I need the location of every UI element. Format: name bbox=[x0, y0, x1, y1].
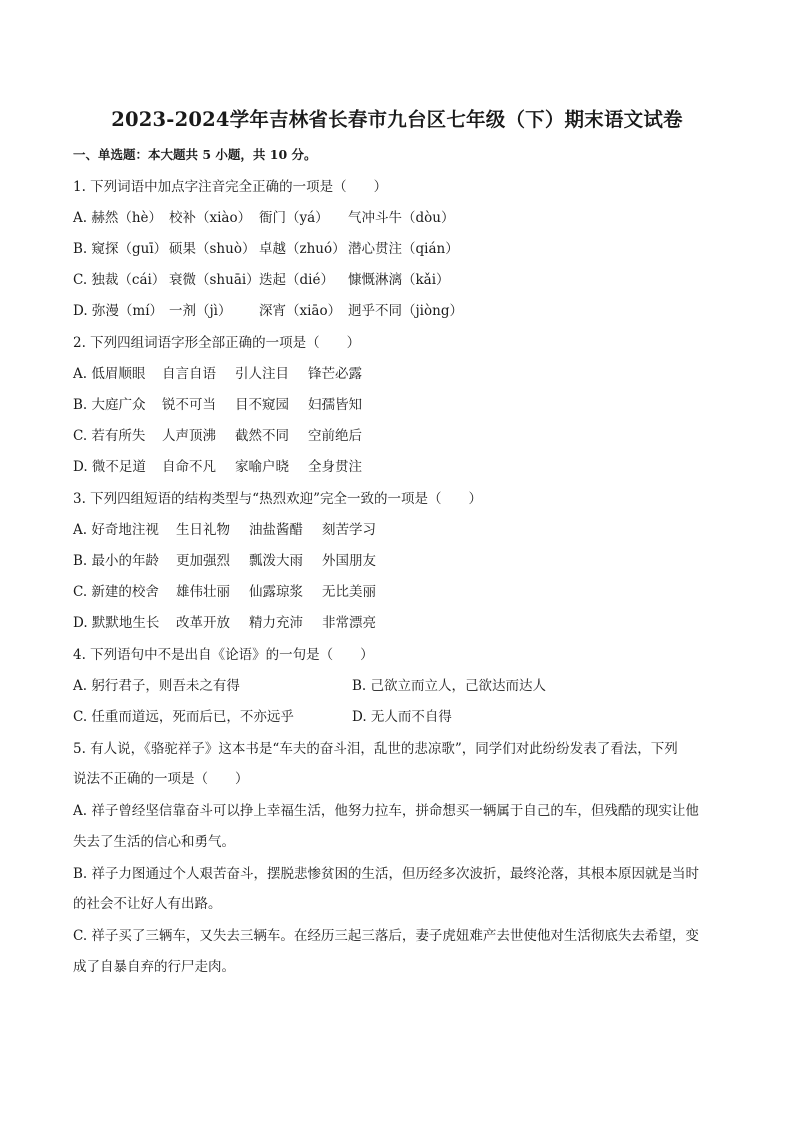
q4-option-d: D. 无人而不自得 bbox=[352, 709, 452, 725]
q3-option-c bbox=[73, 580, 376, 600]
q2-a-3: 引人注目 bbox=[235, 366, 289, 382]
q3-c-1: C. 新建的校舍 bbox=[73, 584, 159, 600]
q2-c-3: 截然不同 bbox=[235, 428, 289, 444]
q3-a-3: 油盐酱醋 bbox=[249, 522, 303, 538]
q3-option-a bbox=[73, 518, 376, 538]
q3-option-b bbox=[73, 549, 376, 569]
q2-b-2: 锐不可当 bbox=[162, 397, 216, 413]
q2-d-1: D. 微不足道 bbox=[73, 459, 146, 475]
q2-b-3: 目不窥园 bbox=[235, 397, 289, 413]
q4-option-c: C. 任重而道远，死而后已，不亦远乎 bbox=[73, 709, 294, 725]
q2-c-4: 空前绝后 bbox=[308, 428, 362, 444]
q2-b-4: 妇孺皆知 bbox=[308, 397, 362, 413]
q1-option-c bbox=[73, 268, 450, 288]
q2-d-2: 自命不凡 bbox=[162, 459, 216, 475]
q5-option-c-line1: C. 祥子买了三辆车，又失去三辆车。在经历三起三落后，妻子虎妞难产去世使他对生活彻底失去希望，变 bbox=[73, 928, 699, 944]
q4-stem: 4. 下列语句中不是出自《论语》的一句是（ ） bbox=[73, 647, 374, 663]
q1-b-4: 潜心贯注（qián） bbox=[348, 241, 459, 257]
q5-option-a-line1: A. 祥子曾经坚信靠奋斗可以挣上幸福生活，他努力拉车，拼命想买一辆属于自己的车，但残酷的现实让他 bbox=[73, 803, 699, 819]
q2-a-1: A. 低眉顺眼 bbox=[73, 366, 146, 382]
section-heading: 一、单选题：本大题共 5 小题，共 10 分。 bbox=[73, 147, 317, 162]
q1-option-a bbox=[73, 206, 454, 226]
q2-d-4: 全身贯注 bbox=[308, 459, 362, 475]
q5-stem-line1: 5. 有人说，《骆驼祥子》这本书是“车夫的奋斗泪，乱世的悲凉歌”，同学们对此纷纷发表了看法，下列 bbox=[73, 741, 678, 757]
q3-b-2: 更加强烈 bbox=[176, 553, 230, 569]
q3-b-4: 外国朋友 bbox=[322, 553, 376, 569]
q3-d-4: 非常漂亮 bbox=[322, 615, 376, 631]
q2-c-2: 人声顶沸 bbox=[162, 428, 216, 444]
q3-d-2: 改革开放 bbox=[176, 615, 230, 631]
q2-option-b bbox=[73, 393, 362, 413]
q3-stem: 3. 下列四组短语的结构类型与“热烈欢迎”完全一致的一项是（ ） bbox=[73, 491, 482, 507]
exam-title: 2023-2024学年吉林省长春市九台区七年级（下）期末语文试卷 bbox=[111, 108, 683, 131]
q1-c-3: 迭起（dié） bbox=[259, 272, 334, 288]
q1-d-4: 迥乎不同（jiòng） bbox=[348, 303, 463, 319]
q1-d-1: D. 弥漫（mí） bbox=[73, 303, 164, 319]
q2-option-d bbox=[73, 455, 362, 475]
q3-b-3: 瓢泼大雨 bbox=[249, 553, 303, 569]
q2-d-3: 家喻户晓 bbox=[235, 459, 289, 475]
q1-d-3: 深宵（xiāo） bbox=[259, 303, 342, 319]
q1-c-2: 衰微（shuāi） bbox=[169, 272, 260, 288]
q3-c-4: 无比美丽 bbox=[322, 584, 376, 600]
q2-option-c bbox=[73, 424, 362, 444]
q1-a-2: 校补（xiào） bbox=[169, 210, 252, 226]
q5-option-b-line1: B. 祥子力图通过个人艰苦奋斗，摆脱悲惨贫困的生活，但历经多次波折，最终沦落，其根本原因就是当时 bbox=[73, 866, 700, 882]
q1-option-d bbox=[73, 299, 463, 319]
q1-a-3: 衙门（yá） bbox=[259, 210, 329, 226]
q3-option-d bbox=[73, 611, 376, 631]
q2-c-1: C. 若有所失 bbox=[73, 428, 146, 444]
q2-a-4: 锋芒必露 bbox=[308, 366, 362, 382]
q2-option-a bbox=[73, 362, 362, 382]
q1-b-1: B. 窥探（guī） bbox=[73, 241, 168, 257]
q3-d-3: 精力充沛 bbox=[249, 615, 303, 631]
q1-a-4: 气冲斗牛（dòu） bbox=[348, 210, 455, 226]
q3-b-1: B. 最小的年龄 bbox=[73, 553, 160, 569]
q4-option-a: A. 躬行君子，则吾未之有得 bbox=[73, 678, 240, 694]
q3-d-1: D. 默默地生长 bbox=[73, 615, 160, 631]
q5-option-a-line2: 失去了生活的信心和勇气。 bbox=[73, 834, 235, 850]
q2-b-1: B. 大庭广众 bbox=[73, 397, 146, 413]
q1-a-1: A. 赫然（hè） bbox=[73, 210, 163, 226]
q1-b-3: 卓越（zhuó） bbox=[259, 241, 346, 257]
q3-c-3: 仙露琼浆 bbox=[249, 584, 303, 600]
q5-option-b-line2: 的社会不让好人有出路。 bbox=[73, 896, 222, 912]
q1-c-4: 慷慨淋漓（kǎi） bbox=[348, 272, 450, 288]
q3-a-4: 刻苦学习 bbox=[322, 522, 376, 538]
q2-a-2: 自言自语 bbox=[162, 366, 216, 382]
q1-b-2: 硕果（shuò） bbox=[169, 241, 256, 257]
q1-c-1: C. 独裁（cái） bbox=[73, 272, 166, 288]
q2-stem: 2. 下列四组词语字形全部正确的一项是（ ） bbox=[73, 335, 361, 351]
q1-stem: 1. 下列词语中加点字注音完全正确的一项是（ ） bbox=[73, 179, 388, 195]
q1-option-b bbox=[73, 237, 459, 257]
q5-option-c-line2: 成了自暴自弃的行尸走肉。 bbox=[73, 959, 235, 975]
q3-a-2: 生日礼物 bbox=[176, 522, 230, 538]
q5-stem-line2: 说法不正确的一项是（ ） bbox=[73, 771, 249, 787]
q4-option-b: B. 己欲立而立人，己欲达而达人 bbox=[352, 678, 547, 694]
q1-d-2: 一剂（jì） bbox=[169, 303, 232, 319]
q3-a-1: A. 好奇地注视 bbox=[73, 522, 159, 538]
q3-c-2: 雄伟壮丽 bbox=[176, 584, 230, 600]
